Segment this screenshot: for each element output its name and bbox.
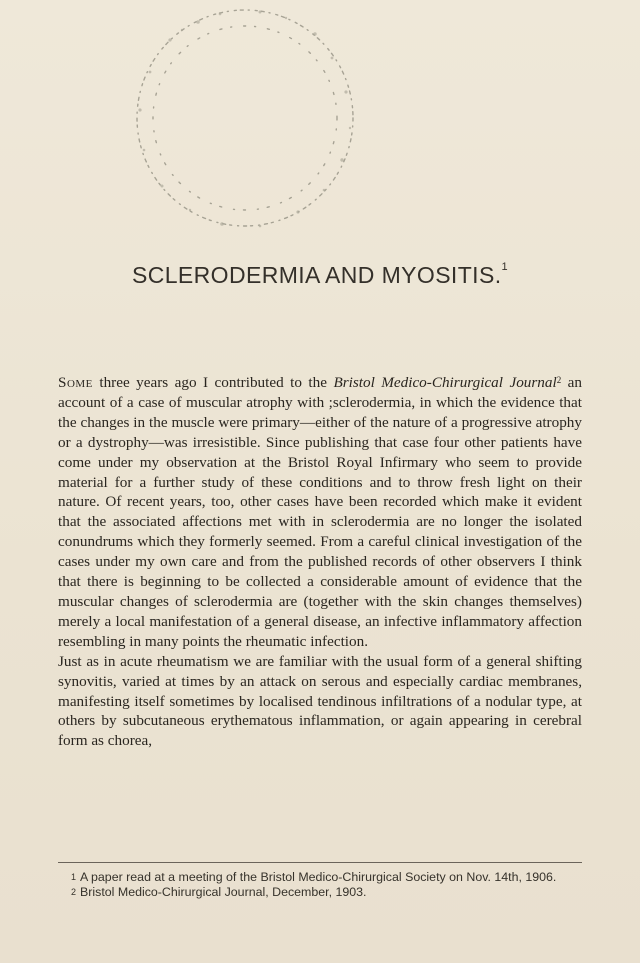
paragraph-lead-word: Some (58, 374, 93, 391)
paragraph (58, 373, 582, 652)
article-title-text: SCLERODERMIA AND MYOSITIS. (131, 262, 502, 288)
title-footnote-mark: 1 (501, 261, 509, 273)
footnotes (58, 870, 588, 900)
footnote (58, 885, 588, 900)
footnote-divider (58, 862, 582, 863)
paragraph-text: an account of a case of muscular atrophy with ;sclerodermia, in which the evidence that the changes in the muscle were primary—either of the nature of a progressive atrophy or a dystrophy—was irresistible. Since publishing that case four other patients have come under my observation at the Bristol Royal Infirmary who seem to provide material for a further study of these conditions and to throw fresh light on their nature. Of recent years, too, other cases have been recorded which make it evident that the associated affections met with in sclerodermia are no longer the isolated conundrums which they formerly seemed. From a careful clinical investigation of the cases under my own care and from the published records of other observers I think that there is beginning to be collected a considerable amount of evidence that the muscular changes of sclerodermia are (together with the skin changes themselves) merely a local manifestation of a general disease, an infective inflammatory affection resembling in many points the rheumatic infection. (58, 374, 582, 650)
paragraph: Just as in acute rheumatism we are familiar with the usual form of a general shifting synovitis, varied at times by an attack on serous and especially cardiac membranes, manifesting itself sometimes by localised tendinous infiltrations of a nodular type, at others by subcutaneous erythematous inflammation, or again appearing in cerebral form as chorea, (58, 652, 582, 750)
library-stamp-icon (110, 0, 380, 245)
article-body (58, 373, 582, 751)
footnote-reference: 2 (556, 375, 562, 385)
footnote-mark: 1 (70, 872, 76, 882)
footnote (58, 870, 588, 885)
footnote-text: A paper read at a meeting of the Bristol Medico-Chirurgical Society on Nov. 14th, 1906. (80, 870, 557, 884)
journal-title: Bristol Medico-Chirurgical Journal (333, 374, 557, 391)
paragraph-text: three years ago I contributed to the (92, 374, 334, 391)
footnote-text: Bristol Medico-Chirurgical Journal, December, 1903. (80, 885, 367, 899)
footnote-mark: 2 (70, 887, 76, 897)
article-title (0, 262, 640, 289)
